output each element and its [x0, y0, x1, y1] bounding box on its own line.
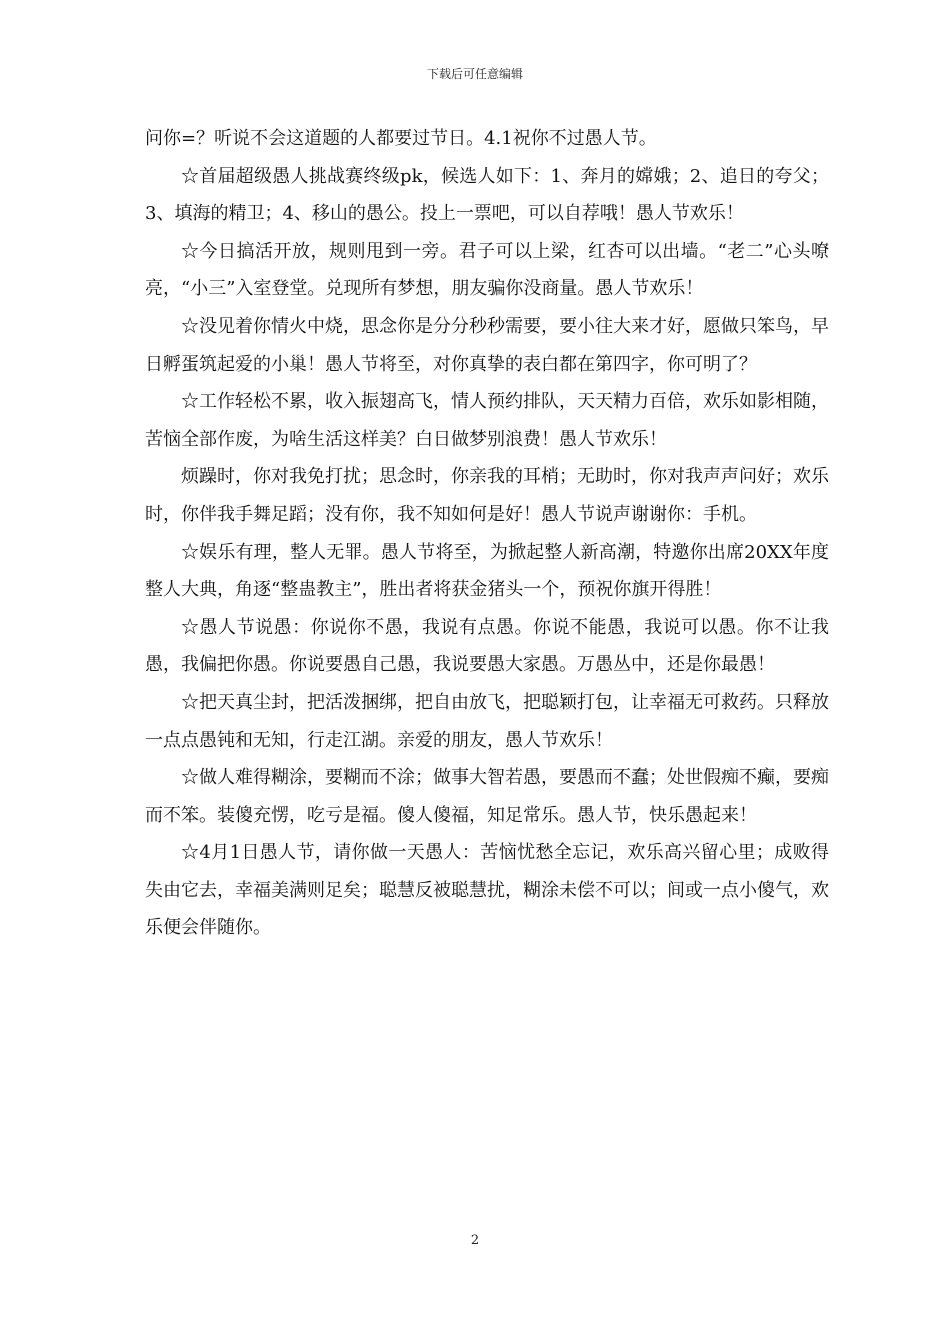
paragraph: ☆没见着你情火中烧，思念你是分分秒秒需要，要小往大来才好，愿做只笨鸟，早日孵蛋筑起爱的小巢！愚人节将至，对你真挚的表白都在第四字，你可明了？	[145, 315, 829, 375]
document-body	[145, 120, 829, 947]
paragraph: ☆工作轻松不累，收入振翅高飞，情人预约排队，天天精力百倍，欢乐如影相随，苦恼全部作废，为啥生活这样美？白日做梦别浪费！愚人节欢乐！	[145, 391, 829, 450]
paragraph: ☆首届超级愚人挑战赛终级pk，候选人如下：1、奔月的嫦娥；2、追日的夸父；3、填海的精卫；4、移山的愚公。投上一票吧，可以自荐哦！愚人节欢乐！	[145, 165, 829, 225]
page-number: 2	[470, 1233, 480, 1248]
paragraph: ☆4月1日愚人节，请你做一天愚人：苦恼忧愁全忘记，欢乐高兴留心里；成败得失由它去，幸福美满则足矣；聪慧反被聪慧扰，糊涂未偿不可以；间或一点小傻气，欢乐便会伴随你。	[145, 842, 829, 939]
paragraph: 烦躁时，你对我免打扰；思念时，你亲我的耳梢；无助时，你对我声声问好；欢乐时，你伴我手舞足蹈；没有你，我不知如何是好！愚人节说声谢谢你：手机。	[145, 466, 829, 525]
page-header: 下载后可任意编辑	[426, 67, 523, 81]
paragraph: 问你=？听说不会这道题的人都要过节日。4.1祝你不过愚人节。	[145, 128, 657, 149]
paragraph: ☆娱乐有理，整人无罪。愚人节将至，为掀起整人新高潮，特邀你出席20XX年度整人大典，角逐“整蛊教主”，胜出者将获金猪头一个，预祝你旗开得胜！	[145, 541, 829, 601]
paragraph: ☆把天真尘封，把活泼捆绑，把自由放飞，把聪颖打包，让幸福无可救药。只释放一点点愚钝和无知，行走江湖。亲爱的朋友，愚人节欢乐！	[145, 691, 829, 751]
paragraph: ☆做人难得糊涂，要糊而不涂；做事大智若愚，要愚而不蠢；处世假痴不癫，要痴而不笨。装傻充愣，吃亏是福。傻人傻福，知足常乐。愚人节，快乐愚起来！	[145, 767, 829, 826]
paragraph: ☆今日搞活开放，规则甩到一旁。君子可以上梁，红杏可以出墙。“老二”心头嘹亮，“小三”入室登堂。兑现所有梦想，朋友骗你没商量。愚人节欢乐！	[145, 240, 829, 300]
paragraph: ☆愚人节说愚：你说你不愚，我说有点愚。你说不能愚，我说可以愚。你不让我愚，我偏把你愚。你说要愚自己愚，我说要愚大家愚。万愚丛中，还是你最愚！	[145, 616, 829, 676]
